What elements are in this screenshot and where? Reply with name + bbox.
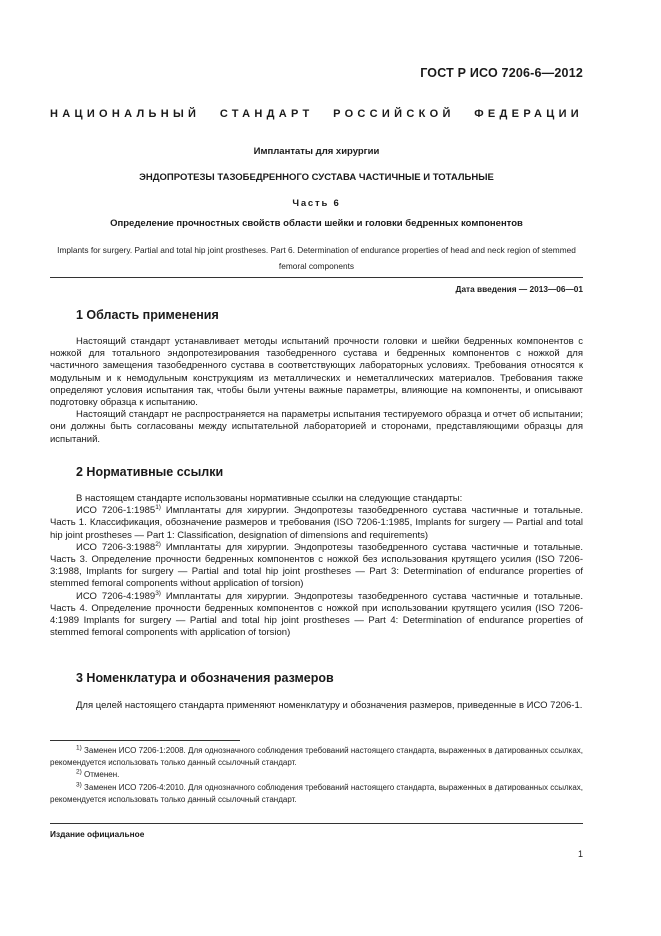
section-body xyxy=(50,336,583,446)
footnote-marker: 2) xyxy=(155,540,161,548)
section-body xyxy=(50,493,583,639)
reference-text: Имплантаты для хирургии. Эндопротезы тазобедренного сустава частичные и тотальные. Часть 1. Классификация, обозначение размеров и требования (ISO 7206-1:1985, Implants for surgery — Partial and total hip joint prostheses — Part 1: Classification, designation of dimensions and requirements) xyxy=(50,505,583,541)
reference-text: Имплантаты для хирургии. Эндопротезы тазобедренного сустава частичные и тотальные. Часть 3. Определение прочности бедренных компонентов с ножкой без использования крутящего усилия (ISO 7206-3:1988, Implants for surgery — Partial and total hip joint prostheses — Part 3: Determination of endurance properties of stemmed femoral components without application of torsion) xyxy=(50,541,583,590)
banner-word: РОССИЙСКОЙ xyxy=(333,108,455,120)
part-title: Определение прочностных свойств области шейки и головки бедренных компонентов xyxy=(110,218,523,229)
footnote-divider xyxy=(50,740,240,741)
banner-word: ФЕДЕРАЦИИ xyxy=(474,108,583,120)
section-body xyxy=(50,700,583,712)
footnotes xyxy=(50,745,583,806)
footnote-text: Заменен ИСО 7206-4:2010. Для однозначного соблюдения требований настоящего стандарта, выраженных в датированных ссылках, рекомендуется использовать только данный ссылочный стандарт. xyxy=(50,782,583,804)
reference-item xyxy=(50,542,583,591)
reference-item xyxy=(50,505,583,542)
reference-text: Имплантаты для хирургии. Эндопротезы тазобедренного сустава частичные и тотальные. Часть 4. Определение прочности бедренных компонентов с ножкой при использовании крутящего усилия (ISO 7206-4:1989 Implants for surgery — Partial and total hip joint prostheses — Part 4: Determination of endurance properties of stemmed femoral components with application of torsion) xyxy=(50,590,583,639)
gost-number: ГОСТ Р ИСО 7206-6—2012 xyxy=(420,66,583,80)
intro-date: Дата введения — 2013—06—01 xyxy=(455,284,583,294)
reference-item xyxy=(50,591,583,640)
section-heading: 1 Область применения xyxy=(76,308,219,322)
standard-subject: Имплантаты для хирургии xyxy=(253,146,380,157)
banner-word: СТАНДАРТ xyxy=(219,108,314,120)
page-number: 1 xyxy=(577,849,583,859)
part-number: Часть 6 xyxy=(292,198,341,209)
standard-title: ЭНДОПРОТЕЗЫ ТАЗОБЕДРЕННОГО СУСТАВА ЧАСТИЧНЫЕ И ТОТАЛЬНЫЕ xyxy=(139,172,494,183)
footnote-text: Отменен. xyxy=(81,770,120,780)
section-heading: 3 Номенклатура и обозначения размеров xyxy=(76,671,334,685)
paragraph: Настоящий стандарт устанавливает методы испытаний прочности головки и шейки бедренных компонентов с ножкой для тотального эндопротезирования тазобедренного сустава и бедренных компонентов с ножкой для частичного замещения тазобедренного сустава в соответствующих лабораторных условиях. Требования относятся к модульным и к немодульным конструкциям из металлических и неметаллических материалов. Требования также определяют условия испытания так, чтобы были учтены важные параметры, влияющие на компоненты, и описывают подготовку образца к испытанию. xyxy=(50,336,583,409)
header-divider xyxy=(50,277,583,278)
footnote-mark: 2) xyxy=(76,768,82,776)
paragraph: Настоящий стандарт не распространяется на параметры испытания тестируемого образца и отчет об испытании; они должны быть согласованы между испытательной лабораторией и сторонами, представляющими образцы для испытаний. xyxy=(50,409,583,445)
footnote xyxy=(50,745,583,769)
footnote xyxy=(50,782,583,806)
footnote-marker: 1) xyxy=(155,504,161,512)
edition-label: Издание официальное xyxy=(50,829,145,839)
paragraph: В настоящем стандарте использованы нормативные ссылки на следующие стандарты: xyxy=(76,493,463,504)
paragraph: Для целей настоящего стандарта применяют номенклатуру и обозначения размеров, приведенные в ИСО 7206-1. xyxy=(76,700,583,711)
footnote xyxy=(50,769,583,781)
reference-code: ИСО 7206-3:1988 xyxy=(76,541,156,553)
footer-divider xyxy=(50,823,583,824)
reference-code: ИСО 7206-1:1985 xyxy=(76,505,156,517)
footnote-text: Заменен ИСО 7206-1:2008. Для однозначного соблюдения требований настоящего стандарта, выраженных в датированных ссылках, рекомендуется использовать только данный ссылочный стандарт. xyxy=(50,746,583,768)
section-heading: 2 Нормативные ссылки xyxy=(76,465,224,479)
reference-code: ИСО 7206-4:1989 xyxy=(76,590,156,602)
footnote-mark: 3) xyxy=(76,780,82,788)
footnote-marker: 3) xyxy=(155,589,161,597)
footnote-mark: 1) xyxy=(76,744,82,752)
national-standard-banner xyxy=(50,108,583,120)
english-title: Implants for surgery. Partial and total hip joint prostheses. Part 6. Determination of endurance properties of head and neck region of stemmed femoral components xyxy=(57,245,576,271)
banner-word: НАЦИОНАЛЬНЫЙ xyxy=(50,108,201,120)
